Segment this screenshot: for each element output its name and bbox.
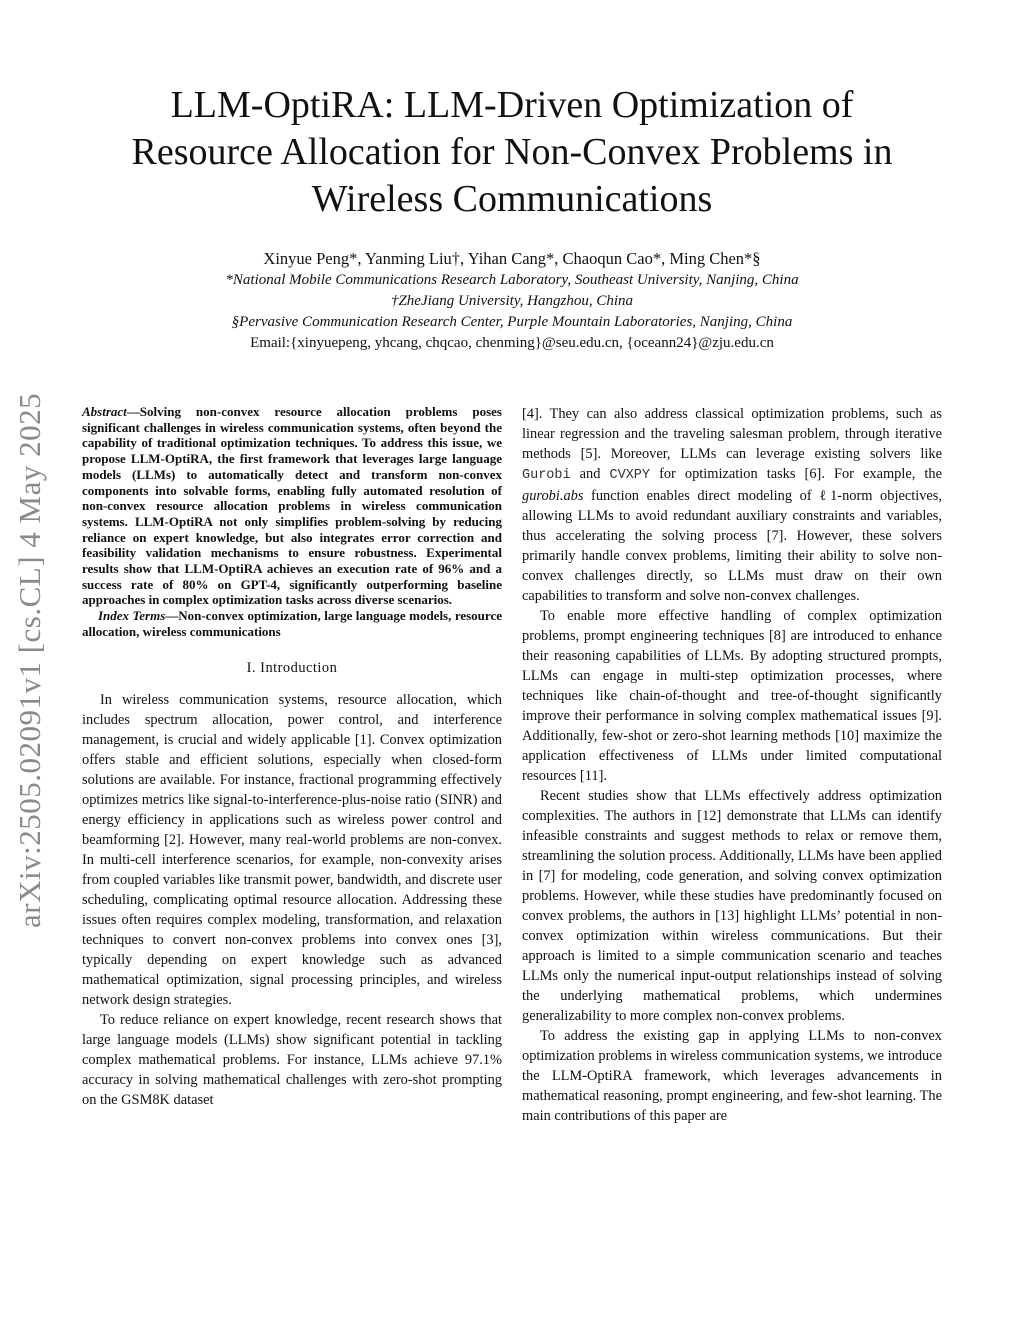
affiliation-seu: *National Mobile Communications Research Laboratory, Southeast University, Nanjing, China (225, 272, 799, 288)
index-terms-lead: Index Terms (98, 608, 166, 624)
text-span: [4]. They can also address classical optimization problems, such as linear regression and the traveling salesman problem, through iterative methods [5]. Moreover, LLMs can leverage existing solvers like (522, 406, 942, 462)
abstract-lead: Abstract (82, 404, 127, 419)
gurobi-abs-function: gurobi.abs (522, 488, 584, 504)
author-emails: Email:{xinyuepeng, yhcang, chqcao, chenming}@seu.edu.cn, {oceann24}@zju.edu.cn (250, 335, 774, 351)
affiliation-pml: §Pervasive Communication Research Center, Purple Mountain Laboratories, Nanjing, China (231, 314, 793, 330)
left-column (82, 404, 502, 1110)
intro-paragraph-5: Recent studies show that LLMs effectively address optimization complexities. The authors in [12] demonstrate that LLMs can identify infeasible constraints and suggest methods to relax or remove them, streamlining the solution process. Additionally, LLMs have been applied in [7] for modeling, code generation, and solving convex optimization problems. However, while these studies have predominantly focused on convex problems, the authors in [13] highlight LLMs’ potential in non-convex optimization within wireless communications. But their approach is limited to a simple communication scenario and teaches LLMs only the numerical input-output relationships instead of solving the underlying mathematical problems, which undermines generalizability to more complex non-convex problems. (522, 788, 942, 1024)
text-span: for optimization tasks [6]. For example, the (650, 466, 942, 482)
title-line-3: Wireless Communications (311, 178, 713, 220)
intro-paragraph-4: To enable more effective handling of complex optimization problems, prompt engineering techniques [8] are introduced to enhance their reasoning capabilities of LLMs. By adopting structured prompts, LLMs can engage in multi-step optimization processes, where techniques like chain-of-thought and tree-of-thought significantly improve their performance in solving complex mathematical issues [9]. Additionally, few-shot or zero-shot learning methods [10] maximize the application effectiveness of LLMs under limited computational resources [11]. (522, 608, 942, 784)
title-line-1: LLM-OptiRA: LLM-Driven Optimization of (170, 84, 854, 126)
author-list: Xinyue Peng*, Yanming Liu†, Yihan Cang*, Chaoqun Cao*, Ming Chen*§ (263, 249, 761, 268)
intro-paragraph-3 (522, 404, 942, 606)
arxiv-identifier: arXiv:2505.02091v1 [cs.CL] 4 May 2025 (12, 392, 47, 928)
affiliation-zju: †ZheJiang University, Hangzhou, China (390, 293, 634, 309)
intro-paragraph-6: To address the existing gap in applying LLMs to non-convex optimization problems in wireless communication systems, we introduce the LLM-OptiRA framework, which leverages advancements in mathematical reasoning, prompt engineering, and few-shot learning. The main contributions of this paper are (522, 1028, 942, 1124)
gurobi-code: Gurobi (522, 468, 571, 483)
paper-title (60, 82, 964, 223)
index-terms (82, 608, 502, 639)
cvxpy-code: CVXPY (609, 468, 651, 483)
right-column (522, 404, 942, 1126)
intro-paragraph-1: In wireless communication systems, resource allocation, which includes spectrum allocation, power control, and interference management, is crucial and widely applicable [1]. Convex optimization offers stable and efficient solutions, especially when closed-form solutions are available. For instance, fractional programming effectively optimizes metrics like signal-to-interference-plus-noise ratio (SINR) and energy efficiency in applications such as wireless power control and beamforming [2]. However, many real-world problems are non-convex. In multi-cell interference scenarios, for example, non-convexity arises from coupled variables like transmit power, bandwidth, and discrete user scheduling, complicating optimal resource allocation. Addressing these issues often requires complex modeling, transformation, and relaxation techniques to convert non-convex problems into convex ones [3], typically depending on expert knowledge such as advanced mathematical optimization, signal processing principles, and wireless network design strategies. (82, 691, 502, 1008)
title-line-2: Resource Allocation for Non-Convex Problems in (131, 131, 893, 173)
text-span: and (570, 466, 610, 482)
abstract (82, 404, 502, 608)
section-heading-introduction: I. Introduction (246, 659, 338, 676)
index-terms-text: —Non-convex optimization, large language models, resource allocation, wireless communications (82, 608, 502, 639)
intro-paragraph-2: To reduce reliance on expert knowledge, recent research shows that large language models (LLMs) show significant potential in tackling complex mathematical problems. For instance, LLMs achieve 97.1% accuracy in solving mathematical challenges with zero-shot prompting on the GSM8K dataset (82, 1011, 502, 1108)
text-span: function enables direct modeling of ℓ1-norm objectives, allowing LLMs to avoid redundant auxiliary constraints and variables, thus accelerating the solving process [7]. However, these solvers primarily handle convex problems, limiting their ability to solve non-convex challenges directly, so LLMs must draw on their own capabilities to transform and solve non-convex challenges. (522, 488, 942, 604)
abstract-text: —Solving non-convex resource allocation problems poses significant challenges in wireless communication systems, often beyond the capability of traditional optimization techniques. To address this issue, we propose LLM-OptiRA, the first framework that leverages large language models (LLMs) to automatically detect and transform non-convex components into solvable forms, enabling fully automated resolution of non-convex resource allocation problems in wireless communication systems. LLM-OptiRA not only simplifies problem-solving by reducing reliance on expert knowledge, but also integrates error correction and feasibility validation mechanisms to ensure robustness. Experimental results show that LLM-OptiRA achieves an execution rate of 96% and a success rate of 80% on GPT-4, significantly outperforming baseline approaches in complex optimization tasks across diverse scenarios. (82, 404, 502, 608)
